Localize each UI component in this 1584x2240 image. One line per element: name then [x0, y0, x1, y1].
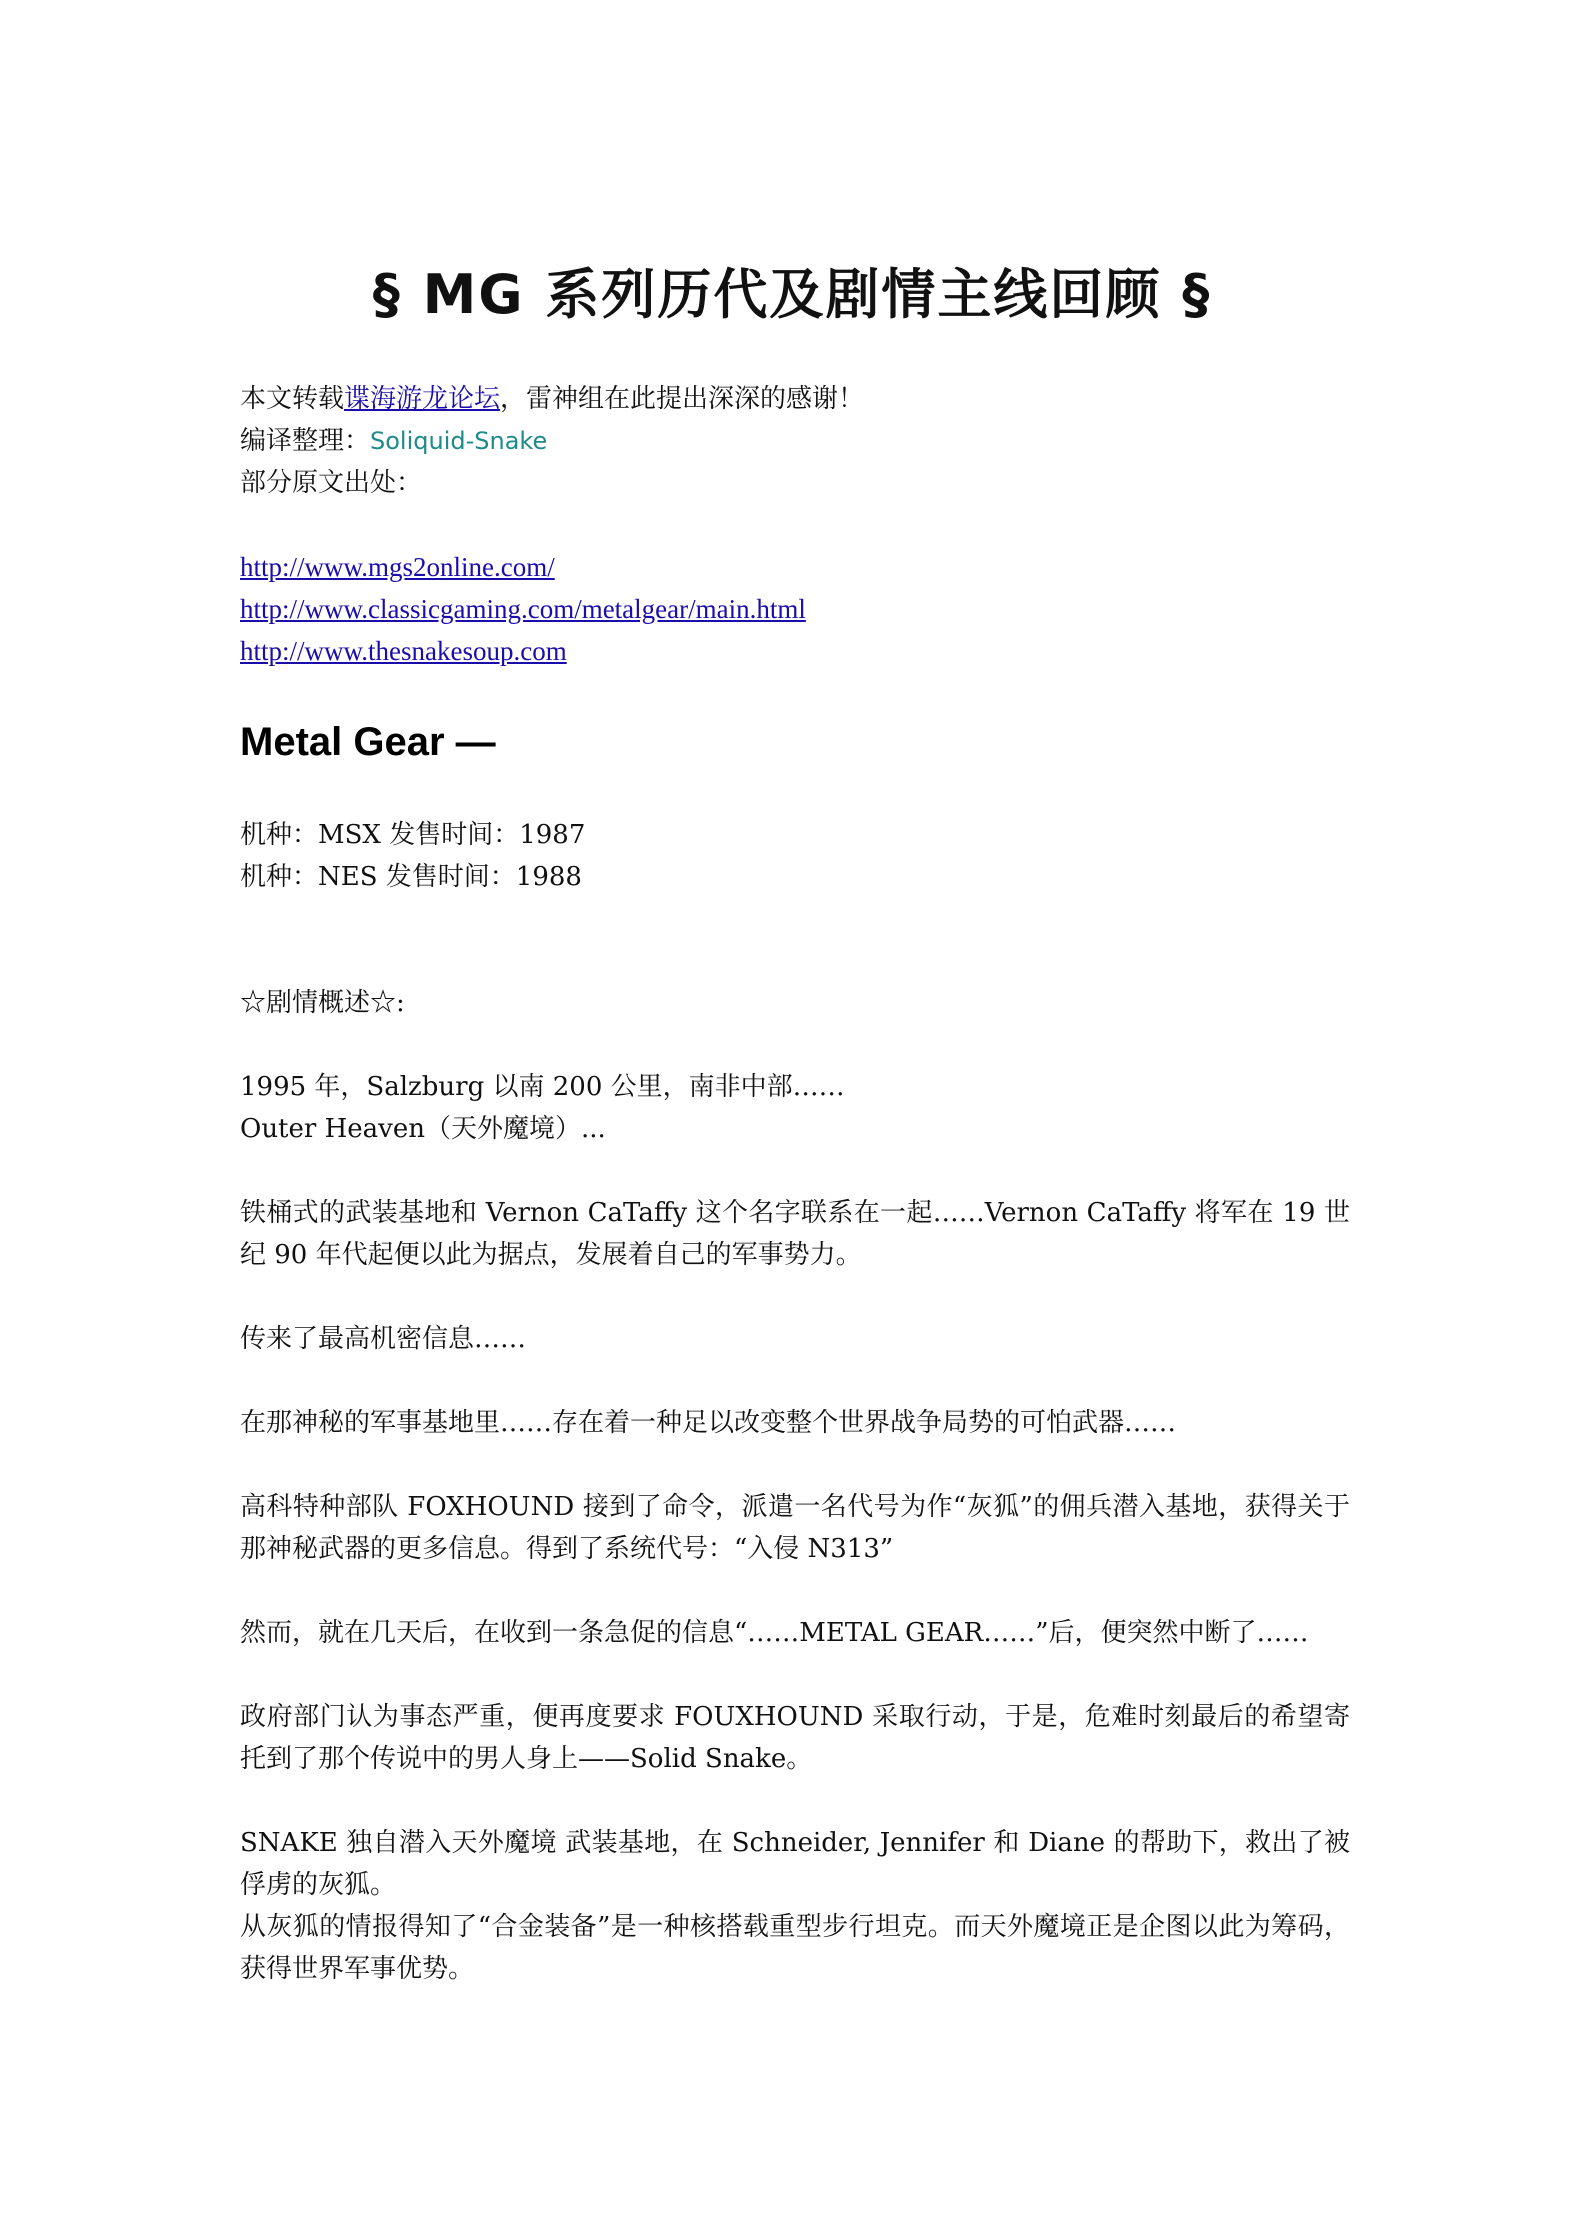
translator-label: 编译整理： [240, 426, 371, 456]
story-paragraph: 然而，就在几天后，在收到一条急促的信息“……METAL GEAR……”后，便突然中断了…… [240, 1618, 1309, 1648]
intro-prefix: 本文转载 [240, 384, 345, 414]
intro-suffix: ，雷神组在此提出深深的感谢！ [500, 384, 865, 414]
source-links [240, 546, 1350, 672]
source-link-2[interactable]: http://www.classicgaming.com/metalgear/main.html [240, 594, 806, 624]
story-paragraph: 在那神秘的军事基地里……存在着一种足以改变整个世界战争局势的可怕武器…… [240, 1408, 1177, 1438]
forum-link[interactable]: 谍海游龙论坛 [344, 384, 501, 414]
story-paragraph: 政府部门认为事态严重，便再度要求 FOUXHOUND 采取行动，于是，危难时刻最后的希望寄托到了那个传说中的男人身上——Solid Snake。 [240, 1702, 1350, 1774]
source-link-1[interactable]: http://www.mgs2online.com/ [240, 552, 555, 582]
translator-name: Soliquid-Snake [370, 427, 548, 455]
story-line: Outer Heaven（天外魔境）... [240, 1114, 606, 1144]
translator-line [240, 420, 1350, 462]
story-paragraph: 铁桶式的武装基地和 Vernon CaTaffy 这个名字联系在一起……Vernon CaTaffy 将军在 19 世纪 90 年代起便以此为据点，发展着自己的军事势力。 [240, 1198, 1350, 1270]
platform-list [240, 814, 1350, 898]
story-paragraph: 传来了最高机密信息…… [240, 1324, 527, 1354]
intro-line [240, 378, 1350, 420]
platform-line: 机种：NES 发售时间：1988 [240, 862, 582, 892]
document-title: § MG 系列历代及剧情主线回顾 § [372, 263, 1212, 326]
story-paragraph: SNAKE 独自潜入天外魔境 武装基地，在 Schneider, Jennifer 和 Diane 的帮助下，救出了被俘虏的灰狐。 [240, 1828, 1350, 1900]
platform-line: 机种：MSX 发售时间：1987 [240, 820, 586, 850]
story-paragraph: 从灰狐的情报得知了“合金装备”是一种核搭载重型步行坦克。而天外魔境正是企图以此为筹码，获得世界军事优势。 [240, 1912, 1350, 1984]
sources-label: 部分原文出处： [240, 468, 423, 498]
source-link-3[interactable]: http://www.thesnakesoup.com [240, 636, 567, 666]
story-intro [240, 1066, 1350, 1150]
section-heading: Metal Gear — [240, 720, 496, 764]
story-label: ☆剧情概述☆: [240, 988, 405, 1018]
document-body [240, 378, 1350, 1990]
story-line: 1995 年，Salzburg 以南 200 公里，南非中部…… [240, 1072, 845, 1102]
story-paragraph: 高科特种部队 FOXHOUND 接到了命令，派遣一名代号为作“灰狐”的佣兵潜入基地，获得关于那神秘武器的更多信息。得到了系统代号：“入侵 N313” [240, 1492, 1350, 1564]
